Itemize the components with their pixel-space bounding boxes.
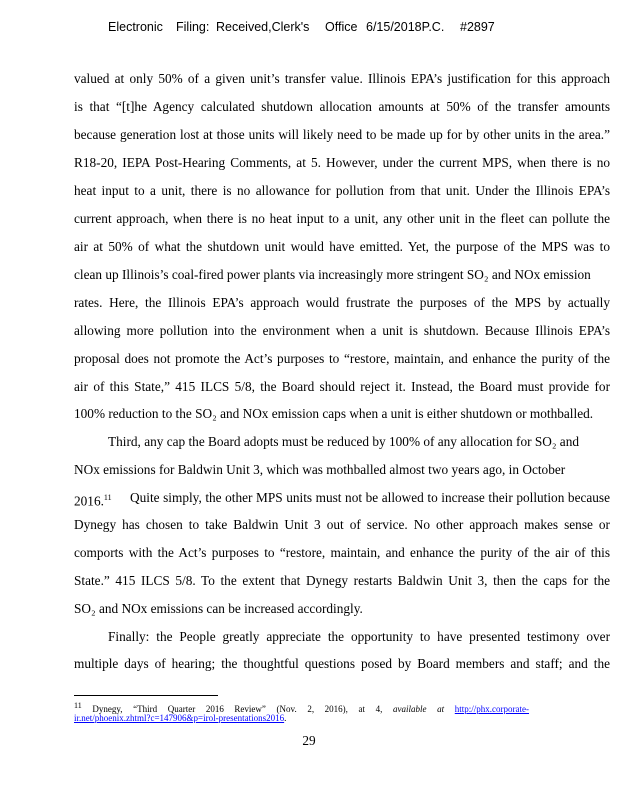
footnote-link-continued[interactable]: ir.net/phoenix.zhtml?c=147906&p=irol-presentations2016 — [74, 713, 285, 723]
body-line: NOx emissions for Baldwin Unit 3, which was mothballed almost two years ago, in October — [74, 462, 566, 477]
body-line: proposal does not promote the Act’s purposes to “restore, maintain, and enhance the purity of the — [74, 351, 610, 366]
body-line: allowing more pollution into the environment when a unit is shutdown. Because Illinois EPA’s — [74, 323, 610, 338]
body-line: Quite simply, the other MPS units must not be allowed to increase their pollution because — [130, 490, 610, 505]
body-line: valued at only 50% of a given unit’s transfer value. Illinois EPA’s justification for this approach — [74, 71, 610, 86]
footnote-reference: 11 — [103, 493, 112, 502]
header-date: 6/15/2018P.C. — [366, 20, 445, 34]
body-line: rates. Here, the Illinois EPA’s approach would frustrate the purposes of the MPS by actually — [74, 295, 610, 310]
body-line: comports with the Act’s purposes to “restore, maintain, and enhance the purity of the air of this — [74, 545, 610, 560]
footnote-number: 11 — [74, 701, 82, 710]
body-line: R18-20, IEPA Post-Hearing Comments, at 5. However, under the current MPS, when there is no — [74, 155, 610, 170]
footnote-text: Dynegy, “Third Quarter 2016 Review” (Nov. 2, 2016), at 4, — [92, 704, 383, 714]
body-line: air at 50% of what the shutdown unit would have emitted. Yet, the purpose of the MPS was to — [74, 239, 610, 254]
body-line: because generation lost at those units will likely need to be made up for by other units in the area.” — [74, 127, 610, 142]
header-electronic: Electronic — [108, 20, 163, 34]
body-line: Finally: the People greatly appreciate the opportunity to have presented testimony over — [108, 629, 610, 644]
page-number: 29 — [302, 733, 316, 748]
footnote-available: available at — [393, 704, 445, 714]
body-line — [74, 490, 124, 509]
footnote-divider — [74, 695, 218, 696]
footnote-end: . — [284, 713, 287, 723]
header-number: #2897 — [460, 20, 495, 34]
header-received: Received,Clerk's — [216, 20, 310, 34]
body-line: current approach, when there is no heat input to a unit, any other unit in the fleet can pollute the — [74, 211, 610, 226]
body-line: clean up Illinois’s coal-fired power plants via increasingly more stringent SO₂ and NOx emission — [74, 267, 591, 282]
body-line: Third, any cap the Board adopts must be reduced by 100% of any allocation for SO₂ and — [108, 434, 580, 449]
body-line: heat input to a unit, there is no allowance for pollution from that unit. Under the Illinois EPA’s — [74, 183, 610, 198]
body-line: is that “[t]he Agency calculated shutdown allocation amounts at 50% of the transfer amounts — [74, 99, 610, 114]
body-line: multiple days of hearing; the thoughtful questions posed by Board members and staff; and the — [74, 656, 610, 671]
header-filing: Filing: — [176, 20, 210, 34]
header-office: Office — [325, 20, 358, 34]
body-line: 100% reduction to the SO₂ and NOx emission caps when a unit is either shutdown or mothballed. — [74, 406, 594, 421]
body-line: Dynegy has chosen to take Baldwin Unit 3 out of service. No other approach makes sense or — [74, 517, 610, 532]
body-line: State.” 415 ILCS 5/8. To the extent that Dynegy restarts Baldwin Unit 3, then the caps for the — [74, 573, 610, 588]
body-line: SO₂ and NOx emissions can be increased accordingly. — [74, 601, 363, 616]
body-text: 2016. — [74, 493, 104, 509]
footnote-link[interactable]: http://phx.corporate- — [454, 704, 530, 714]
footnote-continued — [74, 712, 529, 724]
body-line: air of this State,” 415 ILCS 5/8, the Board should reject it. Instead, the Board must provide for — [74, 379, 610, 394]
